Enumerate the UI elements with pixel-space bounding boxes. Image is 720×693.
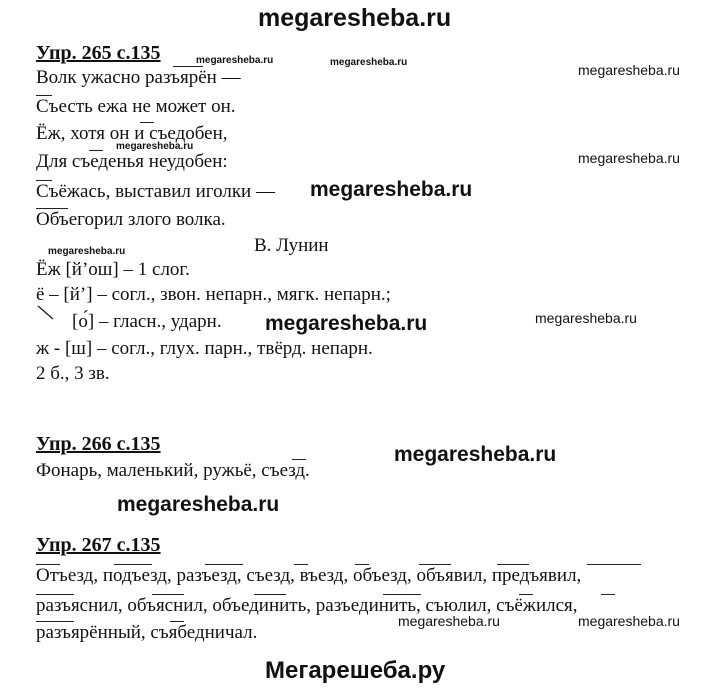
prefix-mark <box>587 564 641 565</box>
prefix-mark <box>254 594 286 595</box>
prefix-mark <box>173 66 203 67</box>
analysis-line: ё – [й’] – согл., звон. непарн., мягк. непарн.; <box>36 284 391 305</box>
prefix-mark <box>89 150 103 151</box>
prefix-mark <box>497 564 529 565</box>
watermark-medium: megaresheba.ru <box>398 613 500 629</box>
watermark-large: megaresheba.ru <box>310 178 473 201</box>
prefix-mark <box>36 621 74 622</box>
prefix-mark <box>355 564 369 565</box>
ex267-line: разъярённый, съябедничал. <box>36 622 258 643</box>
watermark-medium: megaresheba.ru <box>535 310 637 326</box>
prefix-mark <box>36 594 74 595</box>
watermark-small: megaresheba.ru <box>330 57 408 68</box>
prefix-mark <box>36 208 68 209</box>
poem-line: Объегорил злого волка. <box>36 209 226 230</box>
prefix-mark <box>519 594 533 595</box>
prefix-mark <box>170 621 184 622</box>
site-footer-watermark: Мегарешеба.ру <box>265 657 446 684</box>
watermark-small: megaresheba.ru <box>48 246 126 257</box>
poem-line: Ёж, хотя он и съедобен, <box>36 123 228 144</box>
prefix-mark <box>36 95 52 96</box>
ex266-title: Упр. 266 с.135 <box>36 433 161 455</box>
analysis-line: [о́] – гласн., ударн. <box>72 311 222 332</box>
prefix-mark <box>152 594 184 595</box>
analysis-line: Ёж [й’ош] – 1 слог. <box>36 259 190 280</box>
watermark-medium: megaresheba.ru <box>578 150 680 166</box>
poem-line: Съёжась, выставил иголки — <box>36 181 275 202</box>
watermark-large: megaresheba.ru <box>265 312 428 335</box>
ex266-text: Фонарь, маленький, ружьё, съезд. <box>36 460 310 481</box>
prefix-mark <box>205 564 243 565</box>
analysis-line: ж - [ш] – согл., глух. парн., твёрд. непарн. <box>36 338 373 359</box>
poem-line: Съесть ежа не может он. <box>36 96 236 117</box>
watermark-large: megaresheba.ru <box>394 443 557 466</box>
ex267-title: Упр. 267 с.135 <box>36 534 161 556</box>
prefix-mark <box>36 180 52 181</box>
ex267-line: разъяснил, объяснил, объединить, разъединить, съюлил, съёжился, <box>36 595 578 616</box>
arrow-mark-icon <box>36 304 56 322</box>
prefix-mark <box>294 564 308 565</box>
analysis-line: 2 б., 3 зв. <box>36 363 110 384</box>
watermark-medium: megaresheba.ru <box>578 62 680 78</box>
watermark-medium: megaresheba.ru <box>578 613 680 629</box>
prefix-mark <box>601 594 615 595</box>
poem-line: Волк ужасно разъярён — <box>36 67 241 88</box>
watermark-small: megaresheba.ru <box>196 55 274 66</box>
poem-line: Для съеденья неудобен: <box>36 151 228 172</box>
prefix-mark <box>419 564 451 565</box>
ex267-line: Отъезд, подъезд, разъезд, съезд, въезд, объезд, объявил, предъявил, <box>36 565 582 586</box>
watermark-small: megaresheba.ru <box>116 141 194 152</box>
site-header-watermark: megaresheba.ru <box>258 4 452 32</box>
prefix-mark <box>36 564 60 565</box>
prefix-mark <box>114 564 152 565</box>
prefix-mark <box>292 459 306 460</box>
poem-author: В. Лунин <box>254 235 329 256</box>
prefix-mark <box>140 122 154 123</box>
watermark-large: megaresheba.ru <box>117 493 280 516</box>
prefix-mark <box>383 594 421 595</box>
ex265-title: Упр. 265 с.135 <box>36 42 161 64</box>
